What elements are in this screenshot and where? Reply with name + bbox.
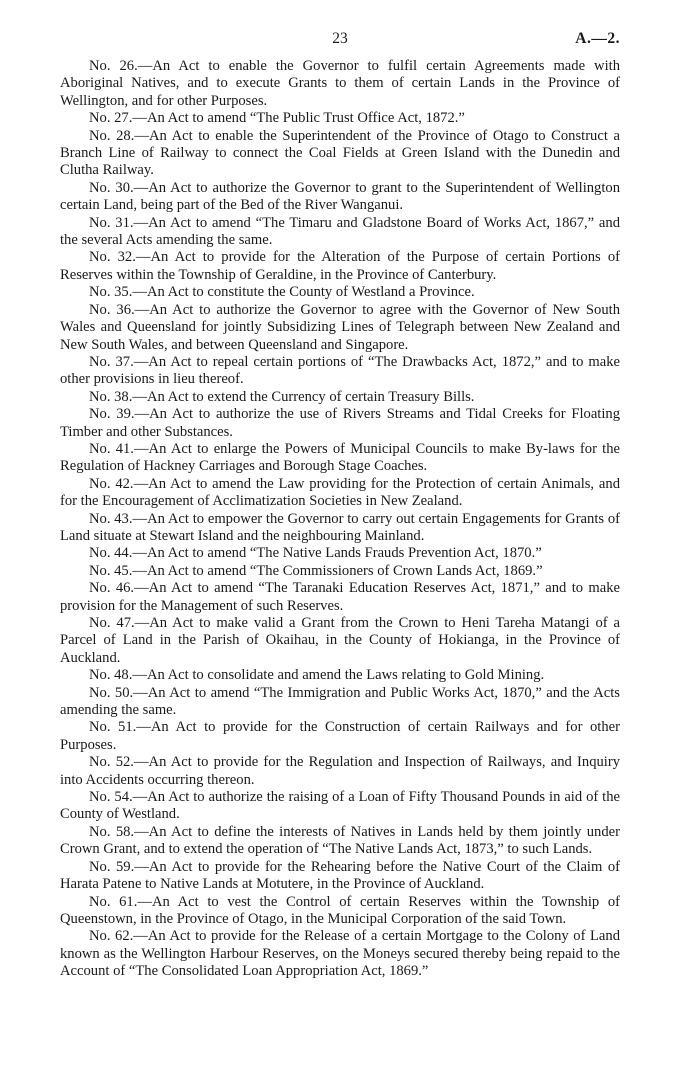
acts-list [60, 58, 620, 981]
act-entry: No. 30.—An Act to authorize the Governor to grant to the Superintendent of Wellington certain Land, being part of the Bed of the River Wanganui. [60, 179, 620, 214]
act-entry: No. 41.—An Act to enlarge the Powers of Municipal Councils to make By-laws for the Regulation of Hackney Carriages and Borough Stage Coaches. [60, 440, 620, 475]
act-entry: No. 36.—An Act to authorize the Governor to agree with the Governor of New South Wales and Queensland for jointly Subsidizing Lines of Telegraph between New Zealand and New South Wales, and between Queensland and Singapore. [60, 301, 620, 353]
act-entry: No. 52.—An Act to provide for the Regulation and Inspection of Railways, and Inquiry into Accidents occurring thereon. [60, 754, 620, 788]
act-entry: No. 51.—An Act to provide for the Construction of certain Railways and for other Purposes. [60, 719, 620, 753]
act-entry: No. 39.—An Act to authorize the use of Rivers Streams and Tidal Creeks for Floating Timber and other Substances. [60, 406, 620, 440]
act-entry: No. 48.—An Act to consolidate and amend the Laws relating to Gold Mining. [89, 667, 545, 684]
act-entry: No. 45.—An Act to amend “The Commissioners of Crown Lands Act, 1869.” [89, 562, 543, 579]
act-entry: No. 43.—An Act to empower the Governor to carry out certain Engagements for Grants of Land situate at Stewart Island and the neighbouring Mainland. [60, 510, 620, 544]
act-entry: No. 31.—An Act to amend “The Timaru and Gladstone Board of Works Act, 1867,” and the several Acts amending the same. [60, 214, 620, 249]
page-header [60, 30, 620, 52]
act-entry: No. 54.—An Act to authorize the raising of a Loan of Fifty Thousand Pounds in aid of the County of Westland. [60, 789, 620, 823]
act-entry: No. 50.—An Act to amend “The Immigration and Public Works Act, 1870,” and the Acts amending the same. [60, 684, 620, 719]
act-entry: No. 42.—An Act to amend the Law providing for the Protection of certain Animals, and for the Encouragement of Acclimatization Societies in New Zealand. [60, 475, 620, 510]
act-entry: No. 26.—An Act to enable the Governor to fulfil certain Agreements made with Aboriginal Natives, and to execute Grants to them of certain Lands in the Province of Wellington, and for other Purposes. [60, 58, 620, 109]
act-entry: No. 59.—An Act to provide for the Rehearing before the Native Court of the Claim of Harata Patene to Native Lands at Motutere, in the Province of Auckland. [60, 858, 620, 893]
act-entry: No. 47.—An Act to make valid a Grant from the Crown to Heni Tareha Matangi of a Parcel of Land in the Parish of Okaihau, in the County of Hokianga, in the Province of Auckland. [60, 615, 620, 666]
page-number: 23 [332, 30, 348, 47]
act-entry: No. 38.—An Act to extend the Currency of certain Treasury Bills. [89, 388, 475, 405]
act-entry: No. 44.—An Act to amend “The Native Lands Frauds Prevention Act, 1870.” [89, 545, 542, 562]
act-entry: No. 32.—An Act to provide for the Alteration of the Purpose of certain Portions of Reserves within the Township of Geraldine, in the Province of Canterbury. [60, 249, 620, 283]
act-entry: No. 27.—An Act to amend “The Public Trust Office Act, 1872.” [89, 110, 465, 127]
act-entry: No. 28.—An Act to enable the Superintendent of the Province of Otago to Construct a Branch Line of Railway to connect the Coal Fields at Green Island with the Dunedin and Clutha Railway. [60, 127, 620, 179]
act-entry: No. 61.—An Act to vest the Control of certain Reserves within the Township of Queenstown, in the Province of Otago, in the Municipal Corporation of the said Town. [60, 893, 620, 927]
act-entry: No. 35.—An Act to constitute the County of Westland a Province. [89, 284, 475, 301]
act-entry: No. 37.—An Act to repeal certain portions of “The Drawbacks Act, 1872,” and to make other provisions in lieu thereof. [60, 353, 620, 388]
act-entry: No. 58.—An Act to define the interests of Natives in Lands held by them jointly under Crown Grant, and to extend the operation of “The Native Lands Act, 1873,” to such Lands. [60, 823, 620, 858]
act-entry: No. 62.—An Act to provide for the Release of a certain Mortgage to the Colony of Land known as the Wellington Harbour Reserves, on the Moneys secured thereby being repaid to the Account of “The Consolidated Loan Appropriation Act, 1869.” [60, 928, 620, 980]
document-reference: A.—2. [575, 30, 620, 47]
act-entry: No. 46.—An Act to amend “The Taranaki Education Reserves Act, 1871,” and to make provision for the Management of such Reserves. [60, 580, 620, 614]
